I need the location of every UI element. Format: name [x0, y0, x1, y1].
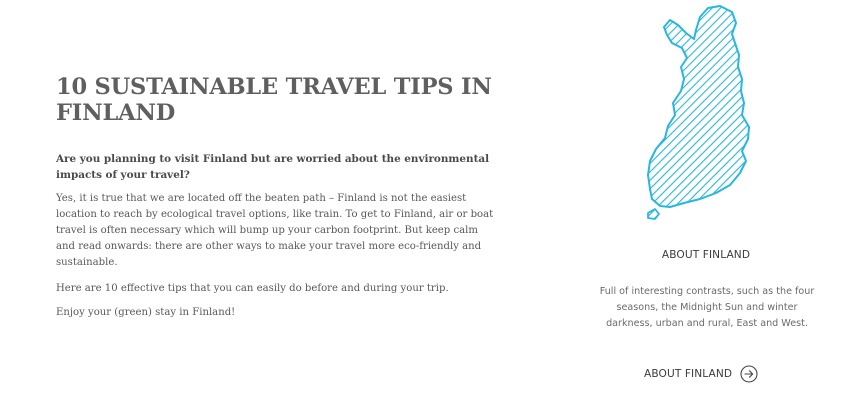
sidebar-description: Full of interesting contrasts, such as the four seasons, the Midnight Sun and winter darkness, urban and rural, East and West.: [599, 286, 815, 329]
about-finland-link[interactable]: [644, 364, 758, 384]
finland-map-icon: [640, 3, 750, 225]
article: [56, 74, 496, 321]
article-lead: Are you planning to visit Finland but are worried about the environmental impacts of your travel?: [56, 153, 490, 181]
article-paragraph-2: Here are 10 effective tips that you can easily do before and during your trip.: [56, 283, 449, 294]
article-paragraph-1: Yes, it is true that we are located off the beaten path – Finland is not the easiest location to reach by ecological travel options, like train. To get to Finland, air or boat travel is often necessary which will bump up your carbon footprint. But keep calm and read onwards: there are other ways to make your travel more eco-friendly and sustainable.: [56, 193, 494, 268]
about-finland-link-label: ABOUT FINLAND: [644, 368, 733, 380]
arrow-right-circle-icon: [740, 365, 758, 383]
sidebar-title: ABOUT FINLAND: [661, 249, 751, 261]
article-paragraph-3: Enjoy your (green) stay in Finland!: [56, 307, 236, 318]
page-title: 10 SUSTAINABLE TRAVEL TIPS IN FINLAND: [56, 74, 492, 126]
